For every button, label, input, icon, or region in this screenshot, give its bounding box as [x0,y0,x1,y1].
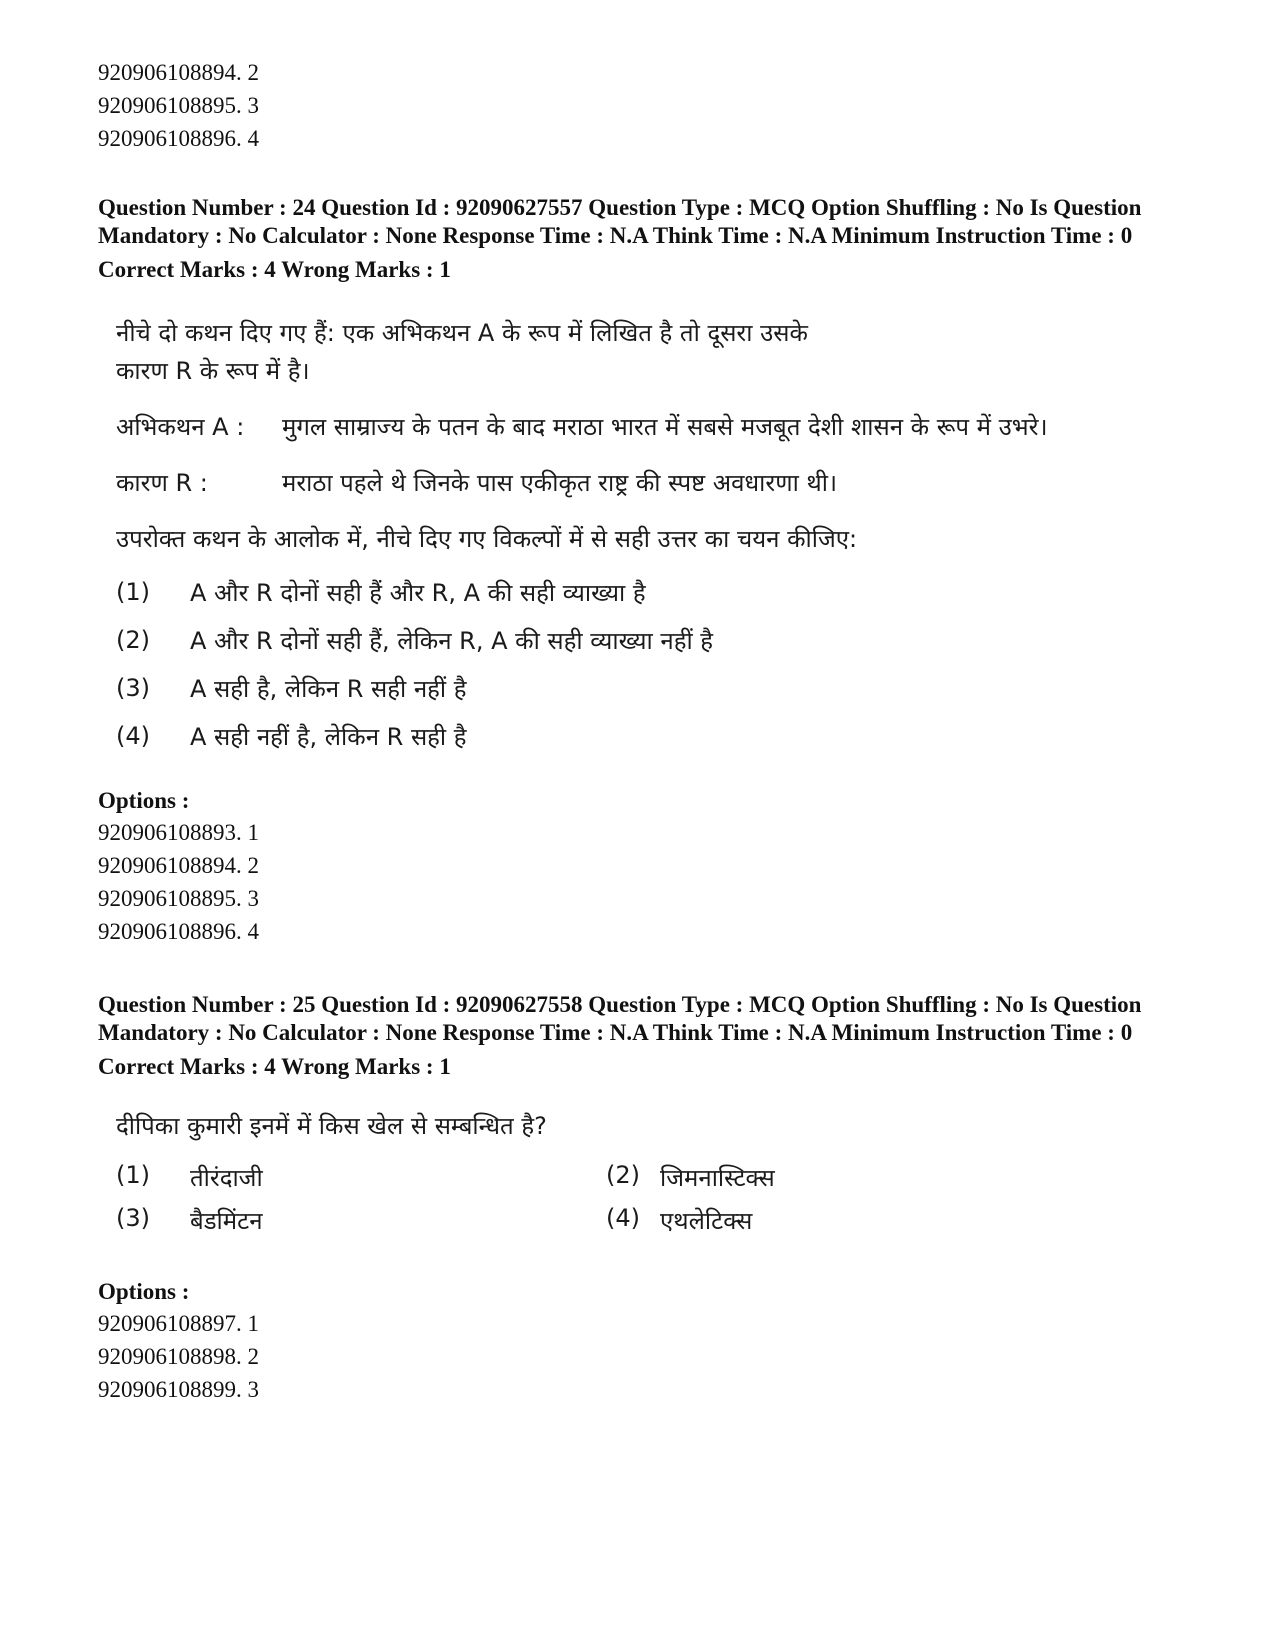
question-meta: Question Number : 25 Question Id : 92090627558 Question Type : MCQ Option Shuffling : No Is Question Mandatory : No Calculator : None Response Time : N.A Think Time : N.A Minimum Instruction Time : 0 [98,992,1142,1045]
question-body [98,1107,1198,1237]
choice-list [116,568,1198,760]
options-section [98,1277,1198,1406]
question-24 [98,194,1198,948]
question-body [98,314,1198,760]
choice-item [116,568,1198,616]
question-25 [98,991,1198,1406]
choice-item [606,1161,1026,1194]
choice-number: (2) [606,1161,640,1189]
choice-text: एथलेटिक्स [660,1207,753,1235]
choice-number: (4) [116,722,150,750]
option-line: 920906108898. 2 [98,1344,259,1369]
question-intro-line: नीचे दो कथन दिए गए हैं: एक अभिकथन A के रूप में लिखित है तो दूसरा उसके [116,319,808,347]
choice-text: A सही है, लेकिन R सही नहीं है [190,674,467,703]
choice-item [116,1204,606,1237]
options-heading: Options : [98,788,190,813]
choice-number: (1) [116,1161,150,1189]
option-line: 920906108893. 1 [98,820,259,845]
options-heading: Options : [98,1279,190,1304]
choice-number: (3) [116,1204,150,1232]
assertion-row [116,408,1198,446]
choice-text: बैडमिंटन [190,1207,263,1235]
question-instruction: उपरोक्त कथन के आलोक में, नीचे दिए गए विकल्पों में से सही उत्तर का चयन कीजिए: [116,525,858,553]
choice-text: A सही नहीं है, लेकिन R सही है [190,722,467,751]
assertion-text: मुगल साम्राज्य के पतन के बाद मराठा भारत में सबसे मजबूत देशी शासन के रूप में उभरे। [282,413,1048,441]
reason-row [116,464,1198,502]
option-line: 920906108897. 1 [98,1311,259,1336]
option-line: 920906108896. 4 [98,126,259,151]
option-line: 920906108895. 3 [98,93,259,118]
choice-grid [116,1161,1198,1237]
choice-number: (3) [116,674,150,702]
options-section [98,786,1198,948]
choice-text: तीरंदाजी [190,1164,263,1192]
choice-item [116,712,1198,760]
choice-item [606,1204,1026,1237]
choice-number: (2) [116,626,150,654]
choice-text: A और R दोनों सही हैं और R, A की सही व्याख्या है [190,578,646,607]
document-page [98,56,1198,1406]
option-line: 920906108899. 3 [98,1377,259,1402]
choice-text: जिमनास्टिक्स [660,1164,775,1192]
question-intro-line: कारण R के रूप में है। [116,357,310,385]
reason-label: कारण R : [116,469,208,497]
option-line: 920906108894. 2 [98,60,259,85]
option-line: 920906108894. 2 [98,853,259,878]
choice-item [116,664,1198,712]
choice-number: (4) [606,1204,640,1232]
option-line: 920906108895. 3 [98,886,259,911]
choice-item [116,616,1198,664]
assertion-label: अभिकथन A : [116,413,245,441]
choice-text: A और R दोनों सही हैं, लेकिन R, A की सही व्याख्या नहीं है [190,626,714,655]
choice-item [116,1161,606,1194]
question-text: दीपिका कुमारी इनमें में किस खेल से सम्बन्धित है? [116,1112,547,1140]
reason-text: मराठा पहले थे जिनके पास एकीकृत राष्ट्र की स्पष्ट अवधारणा थी। [282,469,838,497]
question-meta: Question Number : 24 Question Id : 92090627557 Question Type : MCQ Option Shuffling : No Is Question Mandatory : No Calculator : None Response Time : N.A Think Time : N.A Minimum Instruction Time : 0 [98,195,1142,248]
question-marks: Correct Marks : 4 Wrong Marks : 1 [98,1054,451,1079]
choice-number: (1) [116,578,150,606]
option-line: 920906108896. 4 [98,919,259,944]
previous-options-list [98,56,1198,155]
question-marks: Correct Marks : 4 Wrong Marks : 1 [98,257,451,282]
